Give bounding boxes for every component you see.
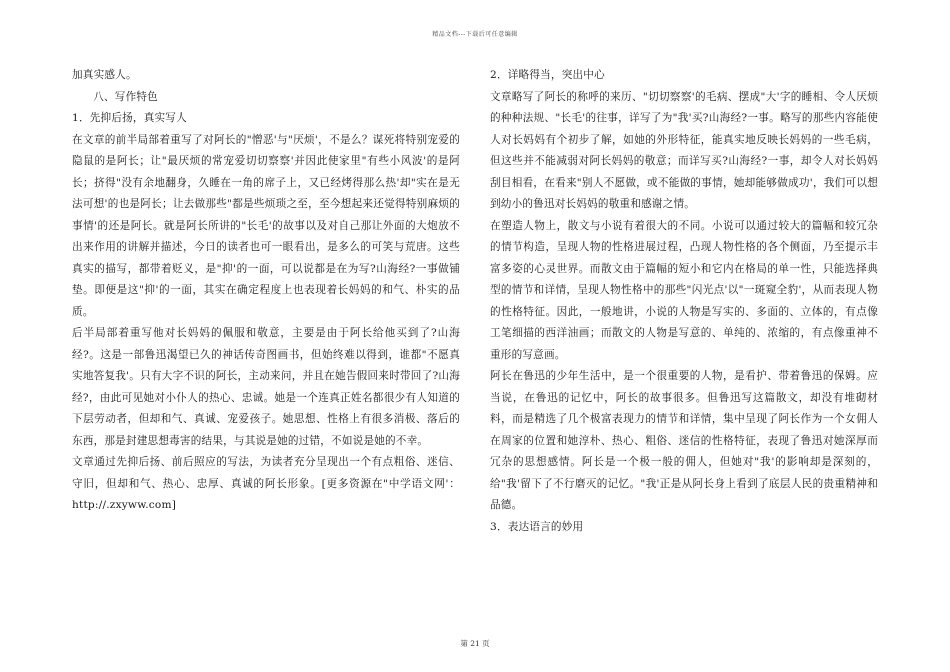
paragraph: 在塑造人物上，散文与小说有着很大的不同。小说可以通过较大的篇幅和较冗杂的情节构造，呈现人物的性格进展过程，凸现人物性格的各个侧面，乃至提示丰富多姿的心灵世界。而散文由于篇幅的短小和它内在格局的单一性，只能选择典型的情节和详情，呈现人物性格中的那些"闪光点'以"一斑窥全豹'，从而表现人物的性格特征。因此，一般地讲，小说的人物是写实的、多面的、立体的，有点像工笔细描的西洋油画；而散文的人物是写意的、单纯的、浓缩的，有点像重神不重形的写意画。	[490, 219, 878, 361]
page-header: 精品文档---下载后可任意编辑	[432, 31, 518, 38]
left-column	[72, 65, 460, 517]
paragraph: 文章略写了阿长的称呼的来历、"切切察察'的毛病、摆成"大'字的睡相、令人厌烦的种种法规、"长毛'的往事，详写了为"我'买?山海经?一事。略写的那些内容能使人对长妈妈有个初步了解，如她的外形特征，能真实地反映长妈妈的一些毛病，但这些并不能减弱对阿长妈妈的敬意；而详写买?山海经?一事，却令人对长妈妈刮目相看，在看来"别人不愿做，或不能做的事情，她却能够做成功'，我们可以想到幼小的鲁迅对长妈妈的敬重和感谢之情。	[490, 90, 878, 210]
paragraph: 文章通过先抑后扬、前后照应的写法，为读者充分呈现出一个有点粗俗、迷信、守旧，但却和气、热心、忠厚、真诚的阿长形象。[更多资源在"中学语文网'：http://.zxyww.com]	[72, 456, 460, 511]
paragraph: 加真实感人。	[72, 69, 137, 81]
subsection-heading: 3．表达语言的妙用	[490, 520, 584, 533]
section-heading: 八、写作特色	[93, 90, 158, 103]
page-number: 第 21 页	[460, 639, 490, 648]
subsection-heading: 2．详略得当，突出中心	[490, 69, 605, 81]
right-column	[490, 65, 878, 538]
paragraph: 在文章的前半局部着重写了对阿长的"憎恶'与"厌烦'，不是么？谋死将特别宠爱的隐鼠的是阿长；让"最厌烦的常宠爱切切察察'并因此使家里"有些小风波'的是阿长；挤得"没有余地翻身，久睡在一角的席子上，又已经烤得那么热'却"实在是无法可想'的也是阿长；让去做那些"都是些烦琐之至，至今想起来还觉得特别麻烦的事情'的还是阿长。就是阿长所讲的"长毛'的故事以及对自己那让外面的大炮放不出来作用的讲解并描述，今日的读者也可一眼看出，是多么的可笑与荒唐。这些真实的描写，都带着贬义，是"抑'的一面，可以说都是在为写?山海经?一事做铺垫。即便是这"抑'的一面，其实在确定程度上也表现着长妈妈的和气、朴实的品质。	[72, 133, 460, 318]
subsection-heading: 1．先抑后扬，真实写人	[72, 112, 187, 124]
paragraph: 阿长在鲁迅的少年生活中，是一个很重要的人物，是看护、带着鲁迅的保姆。应当说，在鲁迅的记忆中，阿长的故事很多。但鲁迅写这篇散文，却没有堆砌材料，而是精选了几个极富表现力的情节和详情，集中呈现了阿长作为一个女佣人在周家的位置和她淳朴、热心、粗俗、迷信的性格特征，表现了鲁迅对她深厚而冗杂的思想感情。阿长是一个极一般的佣人，但她对"我'的影响却是深刻的，给"我'留下了不行磨灭的记忆。"我'正是从阿长身上看到了底层人民的贵重精神和品德。	[490, 370, 878, 511]
paragraph: 后半局部着重写他对长妈妈的佩服和敬意，主要是由于阿长给他买到了?山海经?。这是一部鲁迅渴望已久的神话传奇图画书，但始终难以得到，谁都"不愿真实地答复我'。只有大字不识的阿长，主动来问，并且在她告假回来时带回了?山海经?，由此可见她对小仆人的热心、忠诚。她是一个连真正姓名都很少有人知道的下层劳动者，但却和气、真诚、宠爱孩子。她思想、性格上有很多消极、落后的东西，那是封建思想毒害的结果，与其说是她的过错，不如说是她的不幸。	[72, 327, 460, 447]
